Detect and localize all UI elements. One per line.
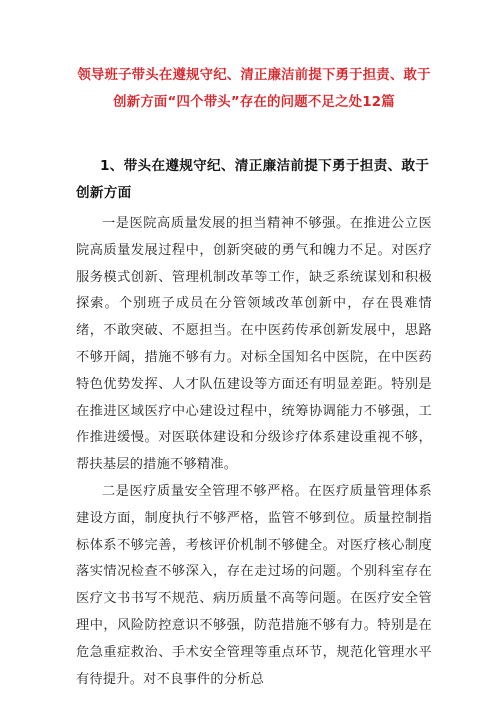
title-line-1: 领导班子带头在遵规守纪、清正廉洁前提下勇于担责、敢于 bbox=[77, 68, 431, 83]
document-title bbox=[76, 62, 432, 116]
body-paragraph-2: 二是医疗质量安全管理不够严格。在医疗质量管理体系建设方面，制度执行不够严格，监管不够到位。质量控制指标体系不够完善，考核评价机制不够健全。对医疗核心制度落实情况检查不够深入，存在走过场的问题。个别科室存在医疗文书书写不规范、病历质量不高等问题。在医疗安全管理中，风险防控意识不够强，防范措施不够有力。特别是在危急重症救治、手术安全管理等重点环节，规范化管理水平有待提升。对不良事件的分析总 bbox=[76, 483, 432, 687]
body-paragraph-1: 一是医院高质量发展的担当精神不够强。在推进公立医院高质量发展过程中，创新突破的勇气和魄力不足。对医疗服务模式创新、管理机制改革等工作，缺乏系统谋划和积极探索。个别班子成员在分管领域改革创新中，存在畏难情绪，不敢突破、不愿担当。在中医药传承创新发展中，思路不够开阔，措施不够有力。对标全国知名中医院，在中医药特色优势发挥、人才队伍建设等方面还有明显差距。特别是在推进区域医疗中心建设过程中，统筹协调能力不够强，工作推进缓慢。对医联体建设和分级诊疗体系建设重视不够，帮扶基层的措施不够精准。 bbox=[76, 216, 432, 473]
title-line-2: 创新方面“四个带头”存在的问题不足之处12篇 bbox=[113, 95, 395, 110]
section-heading: 1、带头在遵规守纪、清正廉洁前提下勇于担责、敢于创新方面 bbox=[76, 158, 430, 201]
